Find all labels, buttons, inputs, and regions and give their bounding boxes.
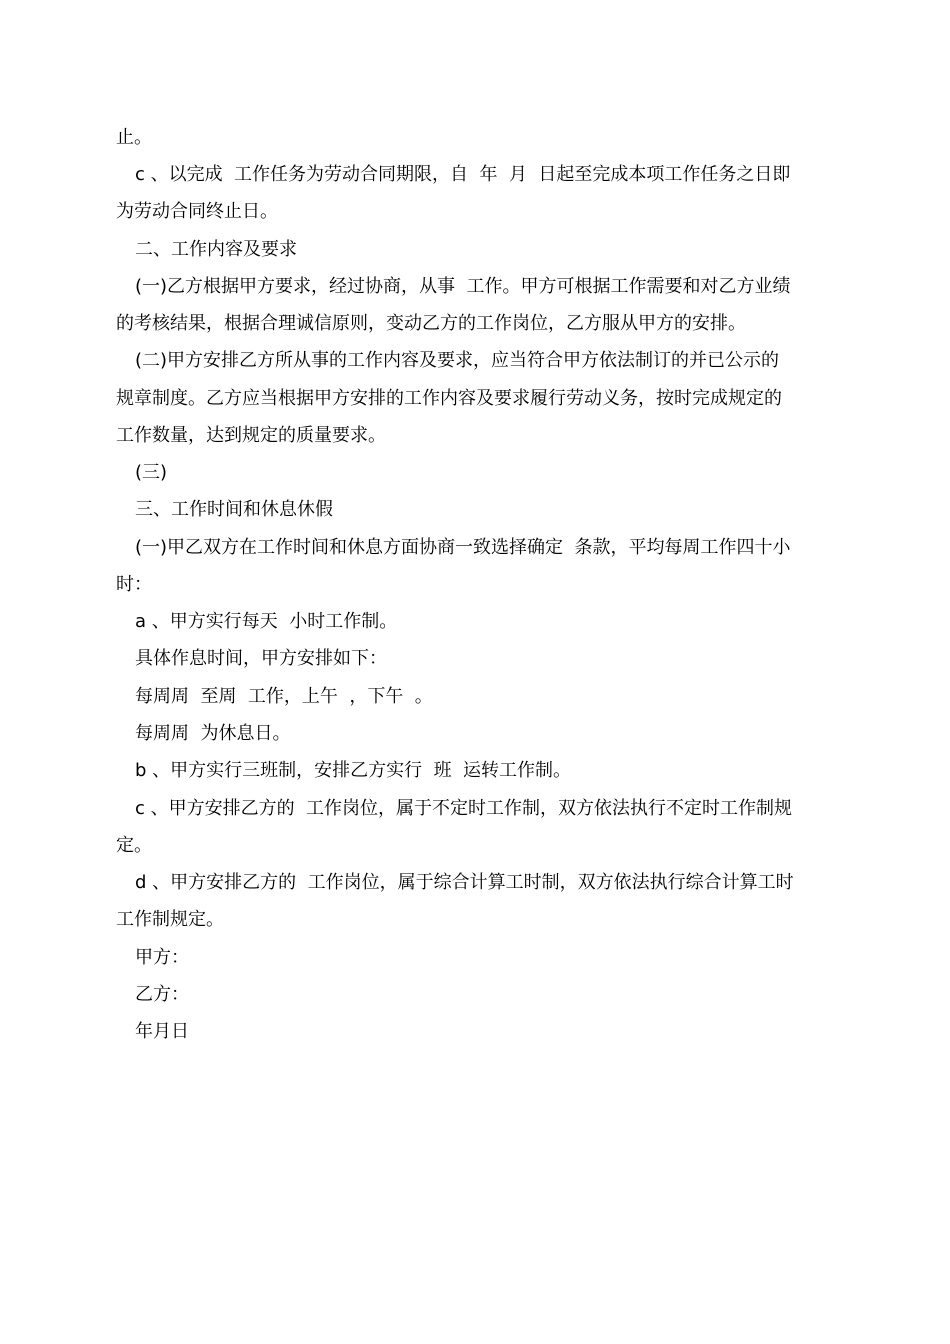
text-line: a 、甲方实行每天 小时工作制。 [135,611,398,632]
section-heading: 三、工作时间和休息休假 [135,499,333,520]
text-line: c 、以完成 工作任务为劳动合同期限，自 年 月 日起至完成本项工作任务之日即 [135,164,791,185]
text-line: 工作制规定。 [116,909,224,930]
text-line: 的考核结果，根据合理诚信原则，变动乙方的工作岗位，乙方服从甲方的安排。 [116,313,746,334]
party-a-label: 甲方： [135,947,189,968]
text-line: 工作数量，达到规定的质量要求。 [116,425,386,446]
text-line: 每周周 至周 工作，上午 ，下午 。 [135,686,433,707]
section-heading: 二、工作内容及要求 [135,239,297,260]
party-b-label: 乙方： [135,984,189,1005]
text-line: (二)甲方安排乙方所从事的工作内容及要求，应当符合甲方依法制订的并已公示的 [135,350,780,371]
text-line: b 、甲方实行三班制，安排乙方实行 班 运转工作制。 [135,760,572,781]
text-line: 时： [116,574,152,595]
text-line: c 、甲方安排乙方的 工作岗位，属于不定时工作制，双方依法执行不定时工作制规 [135,798,793,819]
text-line: d 、甲方安排乙方的 工作岗位，属于综合计算工时制，双方依法执行综合计算工时 [135,872,794,893]
text-line: 止。 [116,127,152,148]
text-line: (三) [135,462,168,483]
text-line: 每周周 为休息日。 [135,723,291,744]
text-line: 为劳动合同终止日。 [116,201,278,222]
date-label: 年月日 [135,1021,189,1042]
text-line: 规章制度。乙方应当根据甲方安排的工作内容及要求履行劳动义务，按时完成规定的 [116,388,782,409]
text-line: 具体作息时间，甲方安排如下： [135,648,387,669]
text-line: 定。 [116,835,152,856]
text-line: (一)甲乙双方在工作时间和休息方面协商一致选择确定 条款，平均每周工作四十小 [135,537,791,558]
text-line: (一)乙方根据甲方要求，经过协商，从事 工作。甲方可根据工作需要和对乙方业绩 [135,276,791,297]
